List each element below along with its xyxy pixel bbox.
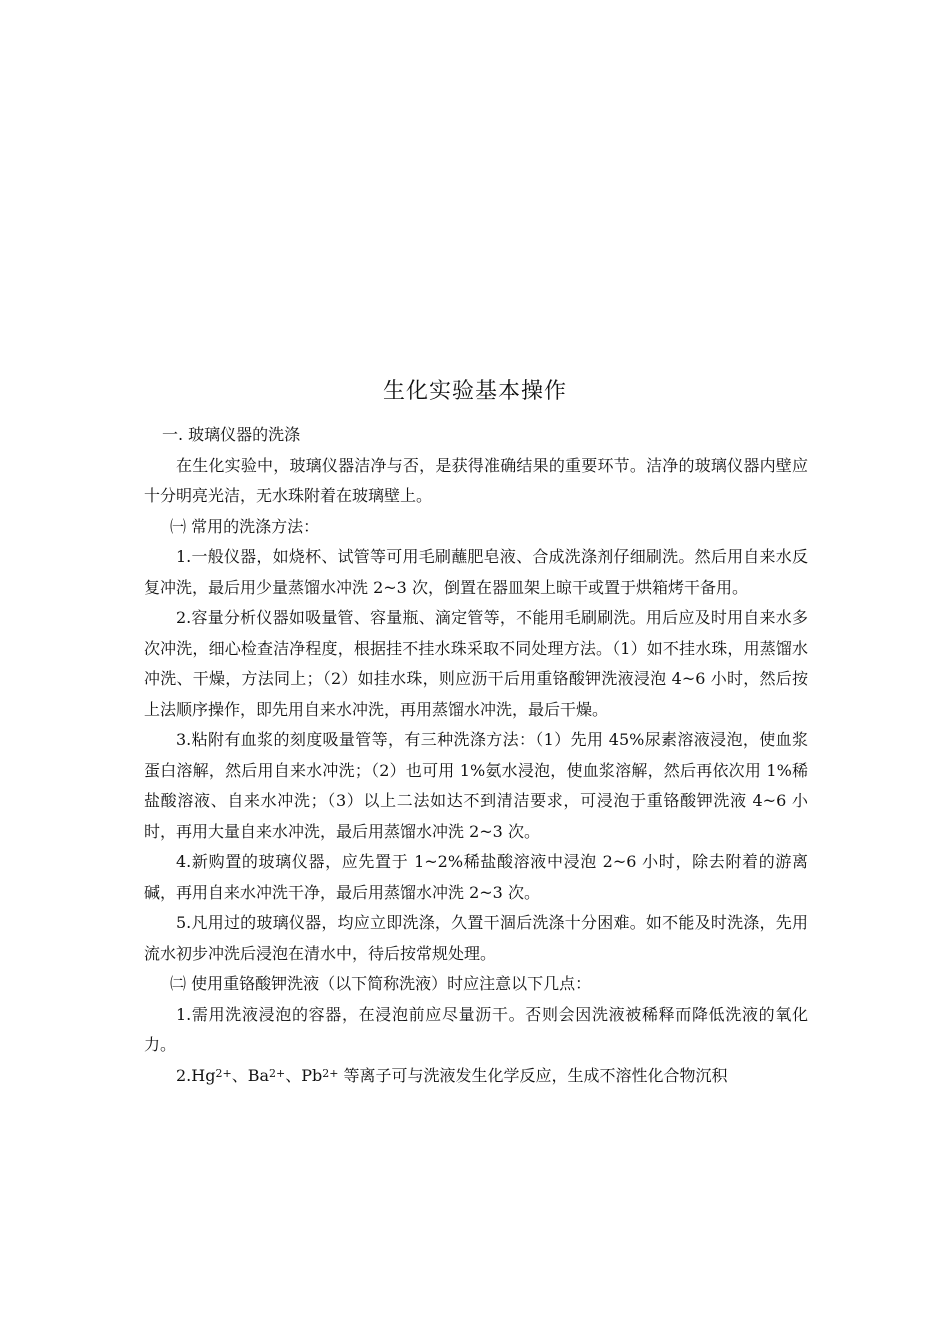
method-item-4: 4.新购置的玻璃仪器，应先置于 1~2%稀盐酸溶液中浸泡 2~6 小时，除去附着的游离碱，再用自来水冲洗干净，最后用蒸馏水冲洗 2~3 次。 [144, 852, 808, 902]
subsection-heading-chromic-acid-notes: ㈡ 使用重铬酸钾洗液（以下简称洗液）时应注意以下几点： [170, 974, 592, 993]
method-item-5: 5.凡用过的玻璃仪器，均应立即洗涤，久置干涸后洗涤十分困难。如不能及时洗涤，先用流水初步冲洗后浸泡在清水中，待后按常规处理。 [144, 913, 808, 963]
method-item-1: 1.一般仪器，如烧杯、试管等可用毛刷蘸肥皂液、合成洗涤剂仔细刷洗。然后用自来水反复冲洗，最后用少量蒸馏水冲洗 2~3 次，倒置在器皿架上晾干或置于烘箱烤干备用。 [144, 547, 808, 597]
section-heading-glass-washing: 一. 玻璃仪器的洗涤 [162, 425, 301, 444]
charge-superscript-ba: 2+ [269, 1066, 286, 1080]
note-item-1: 1.需用洗液浸泡的容器，在浸泡前应尽量沥干。否则会因洗液被稀释而降低洗液的氧化力。 [144, 1004, 808, 1054]
note-item-2-sep2: 、Pb [285, 1065, 323, 1085]
note-item-2-rest: 等离子可与洗液发生化学反应，生成不溶性化合物沉积 [338, 1065, 728, 1085]
note-item-2 [144, 1061, 808, 1092]
page-title: 生化实验基本操作 [382, 379, 567, 404]
method-item-3: 3.粘附有血浆的刻度吸量管等，有三种洗涤方法：（1）先用 45%尿素溶液浸泡，使血浆蛋白溶解，然后用自来水冲洗；（2）也可用 1%氨水浸泡，使血浆溶解，然后再依次用 1%稀盐酸溶液、自来水冲洗；（3）以上二法如达不到清洁要求，可浸泡于重铬酸钾洗液 4~6 小时，再用大量自来水冲洗，最后用蒸馏水冲洗 2~3 次。 [144, 730, 808, 841]
intro-paragraph: 在生化实验中，玻璃仪器洁净与否，是获得准确结果的重要环节。洁净的玻璃仪器内壁应十分明亮光洁，无水珠附着在玻璃壁上。 [144, 455, 808, 505]
note-item-2-prefix: 2.Hg [176, 1065, 216, 1085]
method-item-2: 2.容量分析仪器如吸量管、容量瓶、滴定管等，不能用毛刷刷洗。用后应及时用自来水多次冲洗，细心检查洁净程度，根据挂不挂水珠采取不同处理方法。（1）如不挂水珠，用蒸馏水冲洗、干燥，方法同上；（2）如挂水珠，则应沥干后用重铬酸钾洗液浸泡 4~6 小时，然后按上法顺序操作，即先用自来水冲洗，再用蒸馏水冲洗，最后干燥。 [144, 608, 808, 719]
charge-superscript-pb: 2+ [322, 1066, 339, 1080]
subsection-heading-common-methods: ㈠ 常用的洗涤方法： [170, 516, 320, 536]
note-item-2-sep1: 、Ba [231, 1065, 269, 1085]
charge-superscript-hg: 2+ [215, 1066, 232, 1080]
document-body [144, 420, 808, 1091]
